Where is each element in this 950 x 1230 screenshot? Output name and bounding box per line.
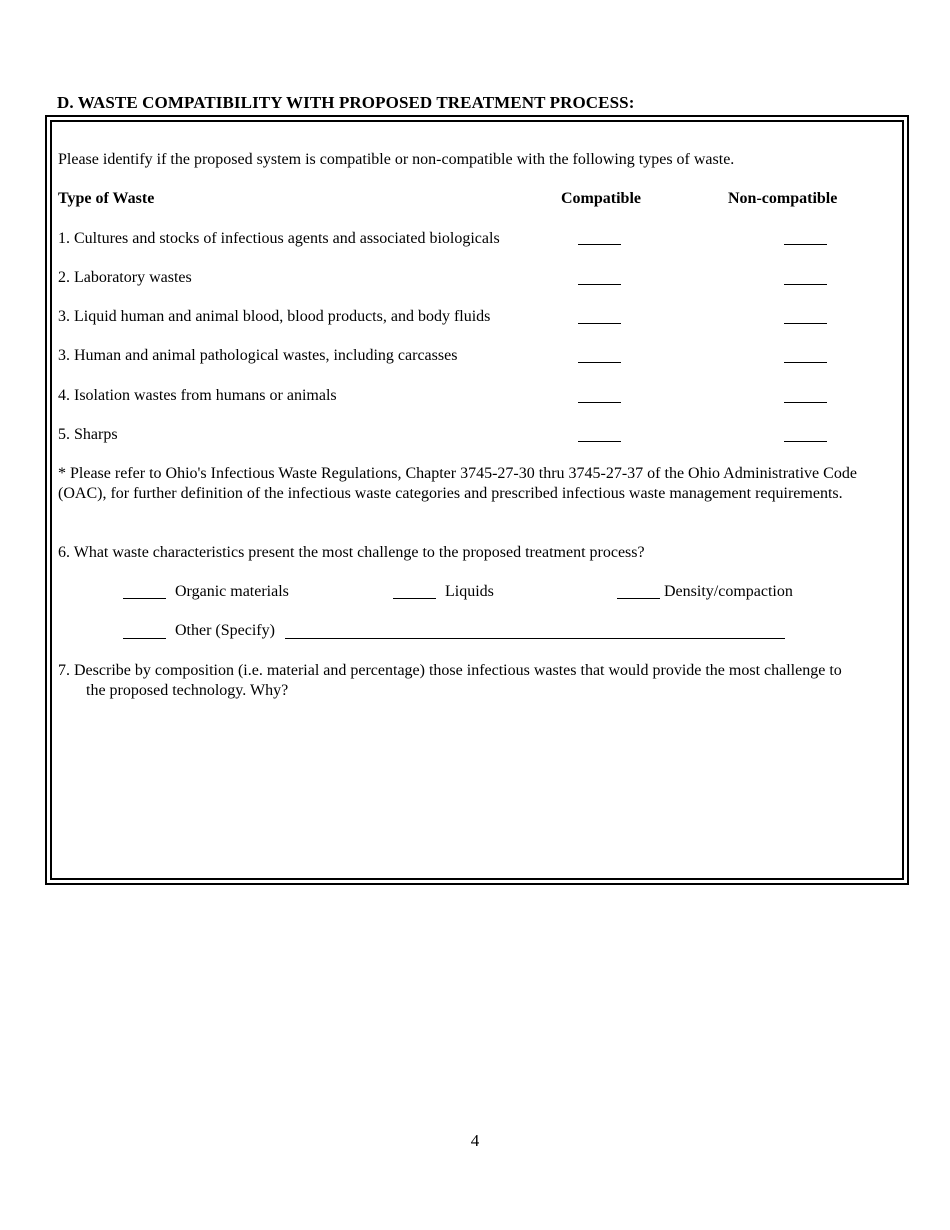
option-other-specify: Other (Specify) <box>175 622 275 639</box>
liquids-blank[interactable] <box>393 598 436 599</box>
noncompatible-blank[interactable] <box>784 402 827 403</box>
page-number: 4 <box>470 1131 480 1150</box>
compatible-blank[interactable] <box>578 441 621 442</box>
waste-item-label: 5. Sharps <box>58 426 118 443</box>
compatible-blank[interactable] <box>578 244 621 245</box>
other-blank[interactable] <box>123 638 166 639</box>
compatible-blank[interactable] <box>578 362 621 363</box>
option-density-compaction: Density/compaction <box>664 583 793 600</box>
question-7 <box>58 661 903 701</box>
waste-item-label: 3. Liquid human and animal blood, blood products, and body fluids <box>58 308 491 325</box>
option-liquids: Liquids <box>445 583 494 600</box>
noncompatible-blank[interactable] <box>784 441 827 442</box>
regulations-note: * Please refer to Ohio's Infectious Waste Regulations, Chapter 3745-27-30 thru 3745-27-37 of the Ohio Administrative Code (OAC), for further definition of the infectious waste categories and prescribed infectious waste management requirements. <box>58 465 857 502</box>
intro-text: Please identify if the proposed system is compatible or non-compatible with the following types of waste. <box>58 151 735 168</box>
waste-item-label: 1. Cultures and stocks of infectious agents and associated biologicals <box>58 230 500 247</box>
noncompatible-blank[interactable] <box>784 323 827 324</box>
waste-item-label: 2. Laboratory wastes <box>58 269 192 286</box>
question-6: 6. What waste characteristics present the most challenge to the proposed treatment process? <box>58 544 645 561</box>
section-heading: D. WASTE COMPATIBILITY WITH PROPOSED TREATMENT PROCESS: <box>57 93 635 112</box>
organic-materials-blank[interactable] <box>123 598 166 599</box>
compatible-blank[interactable] <box>578 284 621 285</box>
column-header-type: Type of Waste <box>58 190 155 207</box>
specify-input-line[interactable] <box>285 638 785 639</box>
noncompatible-blank[interactable] <box>784 362 827 363</box>
question-7-line2: the proposed technology. Why? <box>86 682 289 699</box>
compatible-blank[interactable] <box>578 402 621 403</box>
column-header-compatible: Compatible <box>561 190 641 207</box>
noncompatible-blank[interactable] <box>784 244 827 245</box>
column-header-noncompatible: Non-compatible <box>728 190 838 207</box>
compatible-blank[interactable] <box>578 323 621 324</box>
option-organic-materials: Organic materials <box>175 583 289 600</box>
waste-item-label: 3. Human and animal pathological wastes, including carcasses <box>58 347 458 364</box>
density-compaction-blank[interactable] <box>617 598 660 599</box>
question-7-line1: 7. Describe by composition (i.e. material and percentage) those infectious wastes that would provide the most challenge to <box>58 662 842 679</box>
waste-item-label: 4. Isolation wastes from humans or animals <box>58 387 337 404</box>
noncompatible-blank[interactable] <box>784 284 827 285</box>
